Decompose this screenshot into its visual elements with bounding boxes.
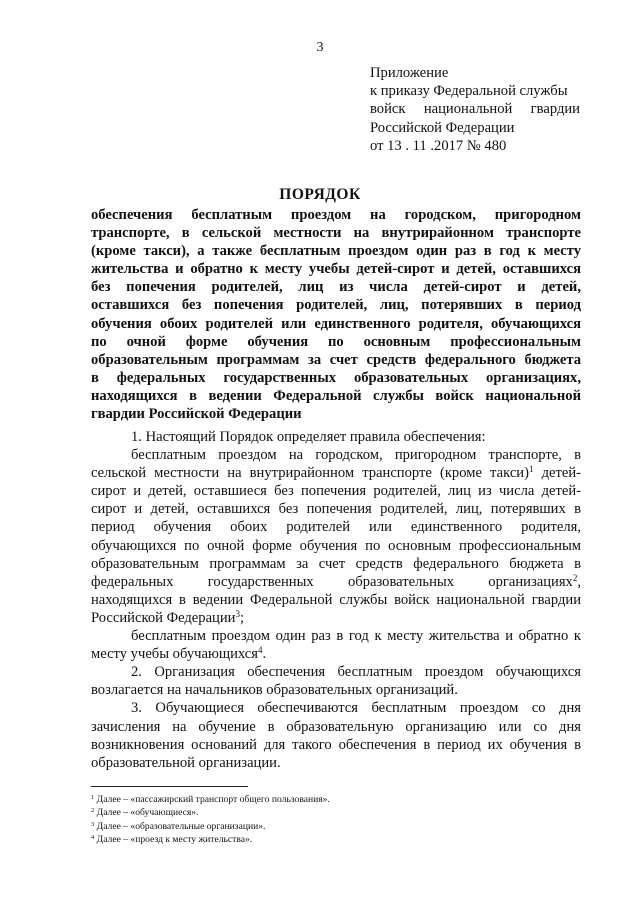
appendix-line: к приказу Федеральной службы xyxy=(370,83,568,100)
footnote xyxy=(91,833,581,846)
subtitle-line: без попечения родителей, лиц из числа детей-сирот и детей, xyxy=(91,279,581,296)
subtitle-line: по очной форме обучения по основным профессиональным xyxy=(91,333,581,350)
footnote-number: 2 xyxy=(91,807,95,815)
footnote-number: 3 xyxy=(91,820,95,828)
footnote-text: Далее – «образовательные организации». xyxy=(94,820,266,832)
paragraph-line: образовательным программам за счет средств федерального бюджета в xyxy=(91,555,581,572)
subtitle-line: обеспечения бесплатным проездом на городском, пригородном xyxy=(91,207,581,223)
footnote-text: Далее – «проезд к месту жительства». xyxy=(94,834,253,846)
paragraph-line: 3. Обучающиеся обеспечиваются бесплатным проездом со дня xyxy=(131,700,581,717)
footnotes xyxy=(91,793,581,847)
footnote xyxy=(91,793,581,806)
subtitle-line: в федеральных государственных образовательных организациях, xyxy=(91,369,581,386)
line-text: ; xyxy=(240,609,245,626)
footnote-divider xyxy=(91,786,248,787)
appendix-line: войск национальной гвардии xyxy=(370,101,580,118)
appendix-date-line: от 13 . 11 .2017 № 480 xyxy=(370,137,507,154)
page-number: 3 xyxy=(316,40,324,55)
appendix-block xyxy=(370,64,580,155)
footnote-text: Далее – «пассажирский транспорт общего пользования». xyxy=(94,794,330,805)
subtitle-line: гвардии Российской Федерации xyxy=(91,406,302,423)
paragraph-line xyxy=(91,645,581,663)
paragraph-line: находящихся в ведении Федеральной службы войск национальной гвардии xyxy=(91,591,581,608)
paragraph-line: бесплатным проездом один раз в год к месту жительства и обратно к xyxy=(131,628,581,645)
subtitle-line: жительства и обратно к месту учебы детей-сирот и детей, оставшихся xyxy=(91,261,581,278)
subtitle-line: образовательным программам за счет средств федерального бюджета xyxy=(91,351,581,368)
paragraph-line: сирот и детей, оставшиеся без попечения родителей, лиц из числа детей- xyxy=(91,483,581,500)
document-title: ПОРЯДОК xyxy=(279,186,361,203)
footnote-text: Далее – «обучающиеся». xyxy=(94,807,199,819)
footnote-number: 4 xyxy=(91,834,95,842)
paragraph-line: зачисления на обучение в образовательную организацию или со дня xyxy=(91,718,581,735)
line-text: детей- xyxy=(533,465,581,482)
paragraph-line: возникновения оснований для такого обеспечения в период их обучения в xyxy=(91,736,581,753)
subtitle-line: (кроме такси), а также бесплатным проездом один раз в год к месту xyxy=(91,243,581,260)
paragraph-line: период обучения обоих родителей или единственного родителя, xyxy=(91,519,581,536)
footnote-ref: 1 xyxy=(528,464,534,475)
line-text: Российской Федерации xyxy=(91,609,236,626)
paragraph-line: обучающихся по очной форме обучения по основным профессиональным xyxy=(91,537,581,554)
line-text: , xyxy=(577,573,581,590)
paragraph-line: бесплатным проездом на городском, пригородном транспорте, в xyxy=(131,447,581,464)
paragraph-line: 2. Организация обеспечения бесплатным проездом обучающихся xyxy=(131,664,581,681)
footnote-ref: 3 xyxy=(235,608,240,619)
footnote-ref: 4 xyxy=(257,645,263,656)
paragraph-1: 1. Настоящий Порядок определяет правила обеспечения: xyxy=(131,429,486,445)
subtitle-line: обучения обоих родителей или единственного родителя, обучающихся xyxy=(91,315,581,332)
footnote xyxy=(91,820,581,833)
footnote-ref: 2 xyxy=(572,572,578,583)
subtitle-line: оставшихся без попечения родителей, лиц, потерявших в период xyxy=(91,297,581,314)
paragraph-line: возлагается на начальников образовательных организаций. xyxy=(91,682,458,699)
footnote xyxy=(91,806,581,819)
paragraph-line: сирот и детей, оставшихся без попечения родителей, лиц, потерявших в xyxy=(91,501,581,518)
paragraph-line xyxy=(91,573,581,591)
document-body xyxy=(91,428,581,772)
line-text: . xyxy=(262,646,267,663)
subtitle-line: находящихся в ведении Федеральной службы войск национальной xyxy=(91,387,581,404)
line-text: федеральных государственных образовательных организациях xyxy=(91,573,573,590)
subtitle-line: транспорте, в сельской местности на внутрирайонном транспорте xyxy=(91,225,581,242)
paragraph-line xyxy=(91,464,581,482)
paragraph-line xyxy=(91,609,581,627)
document-subtitle xyxy=(91,206,581,423)
line-text: месту учебы обучающихся xyxy=(91,646,258,663)
line-text: сельской местности на внутрирайонном транспорте (кроме такси) xyxy=(91,465,529,482)
appendix-line: Российской Федерации xyxy=(370,119,515,136)
appendix-line: Приложение xyxy=(370,65,449,81)
footnote-number: 1 xyxy=(91,794,95,801)
paragraph-line: образовательной организации. xyxy=(91,754,281,771)
